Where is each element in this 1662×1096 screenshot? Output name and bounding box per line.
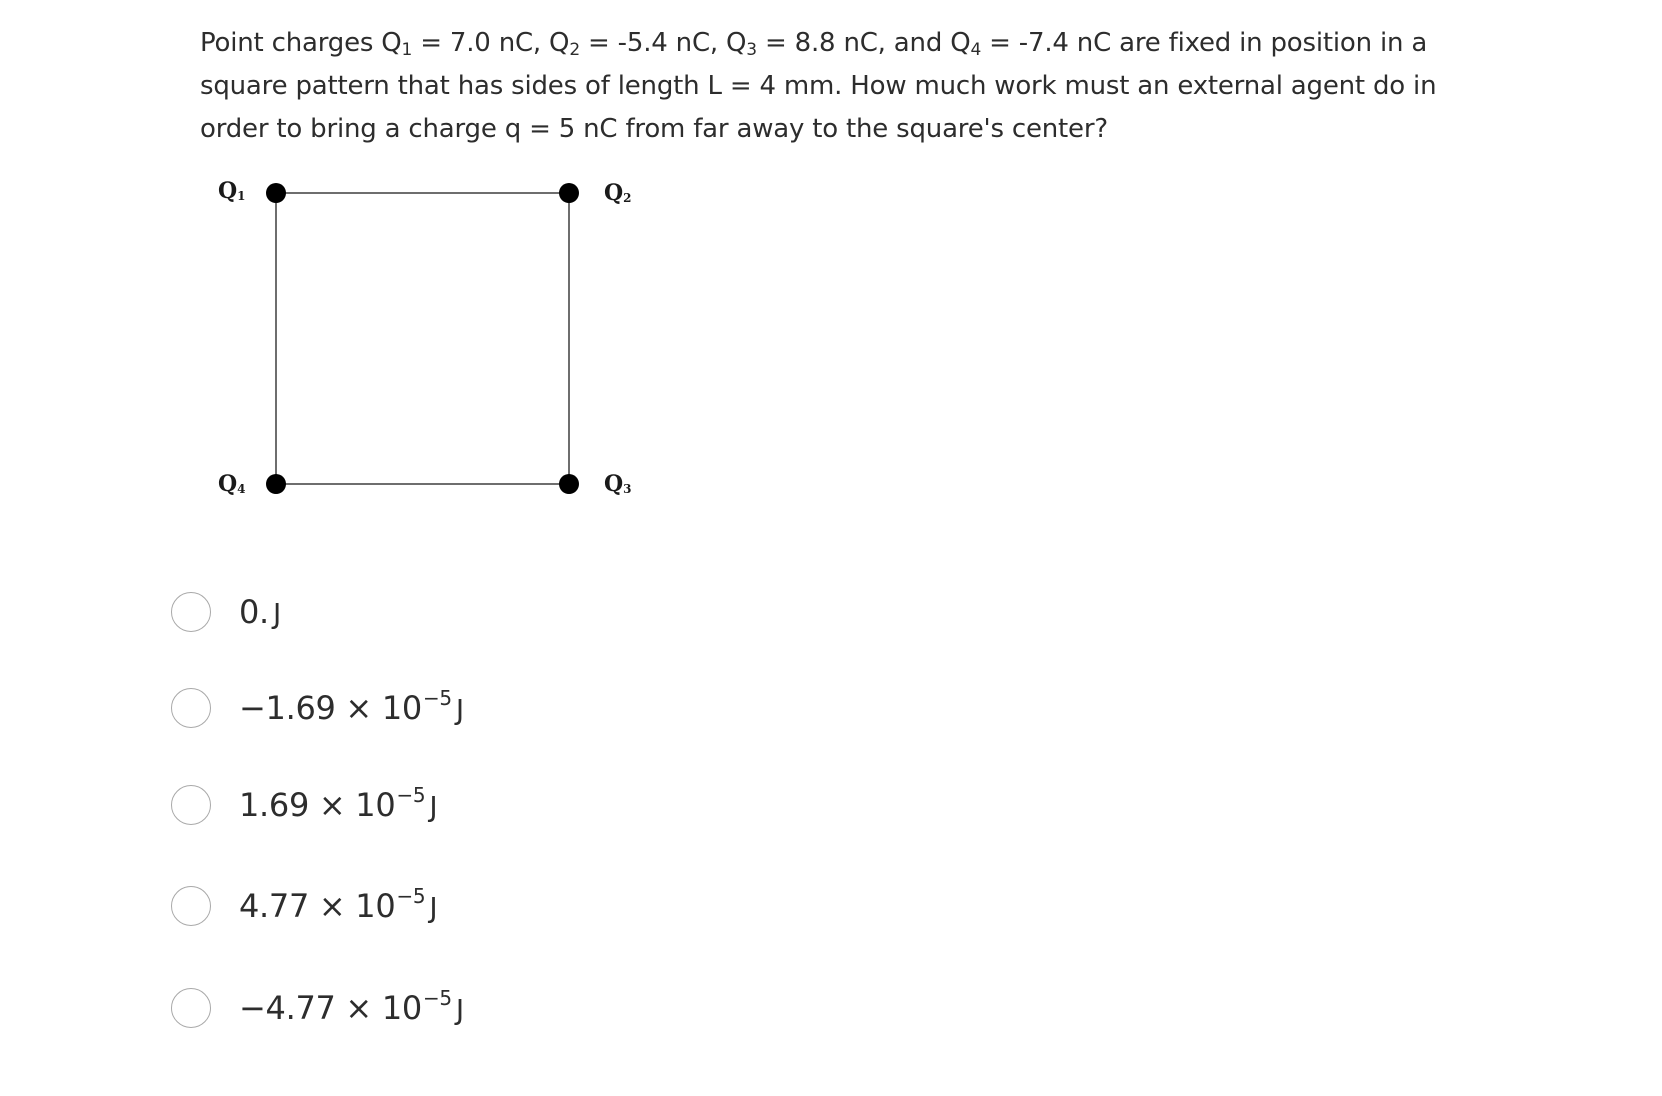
label-letter: Q (218, 178, 238, 204)
radio-button[interactable] (171, 592, 211, 632)
option-exponent: −5 (422, 986, 452, 1010)
radio-button[interactable] (171, 886, 211, 926)
label-subscript: 2 (623, 191, 632, 205)
label-letter: Q (604, 180, 624, 206)
radio-button[interactable] (171, 988, 211, 1028)
label-subscript: 3 (623, 482, 632, 496)
answer-option-4[interactable] (171, 884, 437, 928)
option-unit: J (272, 597, 281, 630)
answer-option-5[interactable] (171, 986, 464, 1030)
option-value: 1.69 × 10 (239, 786, 396, 824)
option-label (239, 884, 438, 925)
label-subscript: 1 (237, 189, 246, 203)
option-unit: J (455, 993, 464, 1026)
label-q1 (218, 178, 246, 204)
question-text (200, 22, 1460, 151)
subscript: 1 (401, 40, 413, 60)
charge-square-diagram (200, 180, 680, 540)
question-part: = 7.0 nC, Q (412, 28, 570, 58)
question-part: Point charges Q (200, 28, 402, 58)
question-part: = 8.8 nC, and Q (756, 28, 971, 58)
charge-dot-q1 (266, 183, 286, 203)
option-exponent: −5 (422, 686, 452, 710)
option-exponent: −5 (396, 783, 426, 807)
option-exponent: −5 (396, 884, 426, 908)
option-value: 0. (239, 593, 269, 631)
option-label (239, 986, 464, 1027)
label-q3 (604, 471, 632, 497)
square-outline (276, 193, 569, 484)
question-part: = -7.4 nC are fixed in position in a square pattern that has sides of length L = 4 mm. How much work must an external agent do in order to bring a charge q = 5 nC from far away to the square's center? (200, 28, 1437, 144)
label-q2 (604, 180, 632, 206)
radio-button[interactable] (171, 688, 211, 728)
option-unit: J (429, 891, 438, 924)
charge-dot-q4 (266, 474, 286, 494)
subscript: 3 (746, 40, 757, 60)
question-part: = -5.4 nC, Q (579, 28, 747, 58)
option-value: −4.77 × 10 (239, 989, 422, 1027)
label-q4 (218, 471, 246, 497)
charge-dot-q3 (559, 474, 579, 494)
charge-dot-q2 (559, 183, 579, 203)
label-subscript: 4 (237, 482, 246, 496)
option-label (239, 783, 438, 824)
option-value: 4.77 × 10 (239, 887, 396, 925)
option-unit: J (429, 790, 438, 823)
answer-option-1[interactable] (171, 590, 281, 634)
answer-option-2[interactable] (171, 686, 464, 730)
option-value: −1.69 × 10 (239, 689, 422, 727)
subscript: 4 (970, 40, 982, 60)
option-unit: J (455, 693, 464, 726)
option-label (239, 686, 464, 727)
radio-button[interactable] (171, 785, 211, 825)
option-label (239, 593, 281, 631)
label-letter: Q (604, 471, 624, 497)
label-letter: Q (218, 471, 238, 497)
answer-option-3[interactable] (171, 783, 437, 827)
subscript: 2 (569, 40, 580, 60)
